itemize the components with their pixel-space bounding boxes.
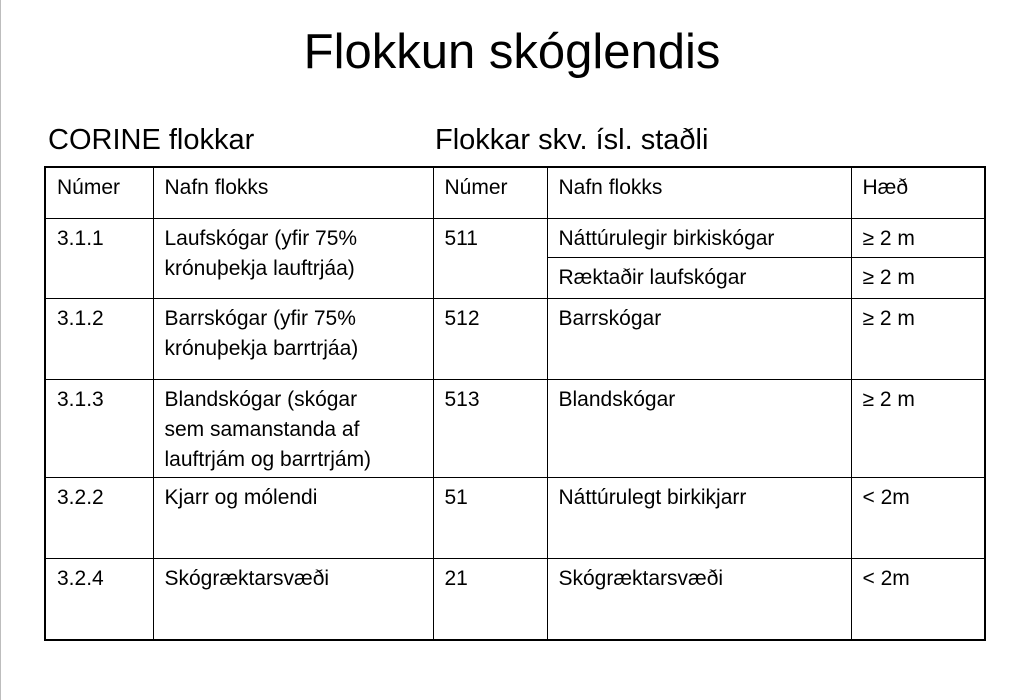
header-is-name: Nafn flokks xyxy=(547,167,851,219)
table-header-row xyxy=(45,167,985,219)
is-name-cell: Blandskógar xyxy=(547,380,851,478)
corine-name-line: Skógræktarsvæði xyxy=(164,567,330,590)
height-cell: ≥ 2 m xyxy=(851,380,985,478)
height-cell: < 2m xyxy=(851,478,985,559)
corine-number-cell: 3.1.3 xyxy=(45,380,153,478)
is-number-cell: 513 xyxy=(433,380,547,478)
corine-number-cell: 3.2.2 xyxy=(45,478,153,559)
icelandic-standard-heading: Flokkar skv. ísl. staðli xyxy=(435,124,709,156)
forest-classification-table xyxy=(44,166,986,641)
corine-number-cell: 3.1.2 xyxy=(45,299,153,380)
is-name-cell: Skógræktarsvæði xyxy=(547,559,851,641)
corine-name-line: Blandskógar (skógar xyxy=(164,388,358,411)
corine-name-line: Laufskógar (yfir 75% xyxy=(164,227,358,250)
is-name-cell: Ræktaðir laufskógar xyxy=(547,258,851,299)
corine-name-line: krónuþekja lauftrjáa) xyxy=(164,257,355,280)
is-number-cell: 512 xyxy=(433,299,547,380)
is-number-cell: 21 xyxy=(433,559,547,641)
corine-number-cell: 3.1.1 xyxy=(45,219,153,299)
corine-name-line: sem samanstanda af xyxy=(164,418,360,441)
table-row xyxy=(45,219,985,258)
table-row xyxy=(45,559,985,641)
table-row xyxy=(45,478,985,559)
is-number-cell: 511 xyxy=(433,219,547,299)
corine-name-cell xyxy=(153,380,433,478)
corine-name-line: krónuþekja barrtrjáa) xyxy=(164,337,359,360)
corine-name-cell xyxy=(153,478,433,559)
header-height: Hæð xyxy=(851,167,985,219)
is-number-cell: 51 xyxy=(433,478,547,559)
header-corine-name: Nafn flokks xyxy=(153,167,433,219)
slide-left-edge xyxy=(0,0,1,700)
is-name-cell: Náttúrulegir birkiskógar xyxy=(547,219,851,258)
slide-title: Flokkun skóglendis xyxy=(303,25,721,79)
corine-name-cell xyxy=(153,559,433,641)
table-row xyxy=(45,380,985,478)
height-cell: < 2m xyxy=(851,559,985,641)
table-row xyxy=(45,299,985,380)
corine-heading: CORINE flokkar xyxy=(48,124,255,156)
corine-name-line: Kjarr og mólendi xyxy=(164,486,318,509)
corine-name-line: lauftrjám og barrtrjám) xyxy=(164,448,372,471)
corine-name-cell xyxy=(153,299,433,380)
corine-number-cell: 3.2.4 xyxy=(45,559,153,641)
header-is-number: Númer xyxy=(433,167,547,219)
height-cell: ≥ 2 m xyxy=(851,219,985,258)
height-cell: ≥ 2 m xyxy=(851,299,985,380)
corine-name-cell xyxy=(153,219,433,299)
corine-name-line: Barrskógar (yfir 75% xyxy=(164,307,356,330)
header-corine-number: Númer xyxy=(45,167,153,219)
is-name-cell: Barrskógar xyxy=(547,299,851,380)
is-name-cell: Náttúrulegt birkikjarr xyxy=(547,478,851,559)
height-cell: ≥ 2 m xyxy=(851,258,985,299)
